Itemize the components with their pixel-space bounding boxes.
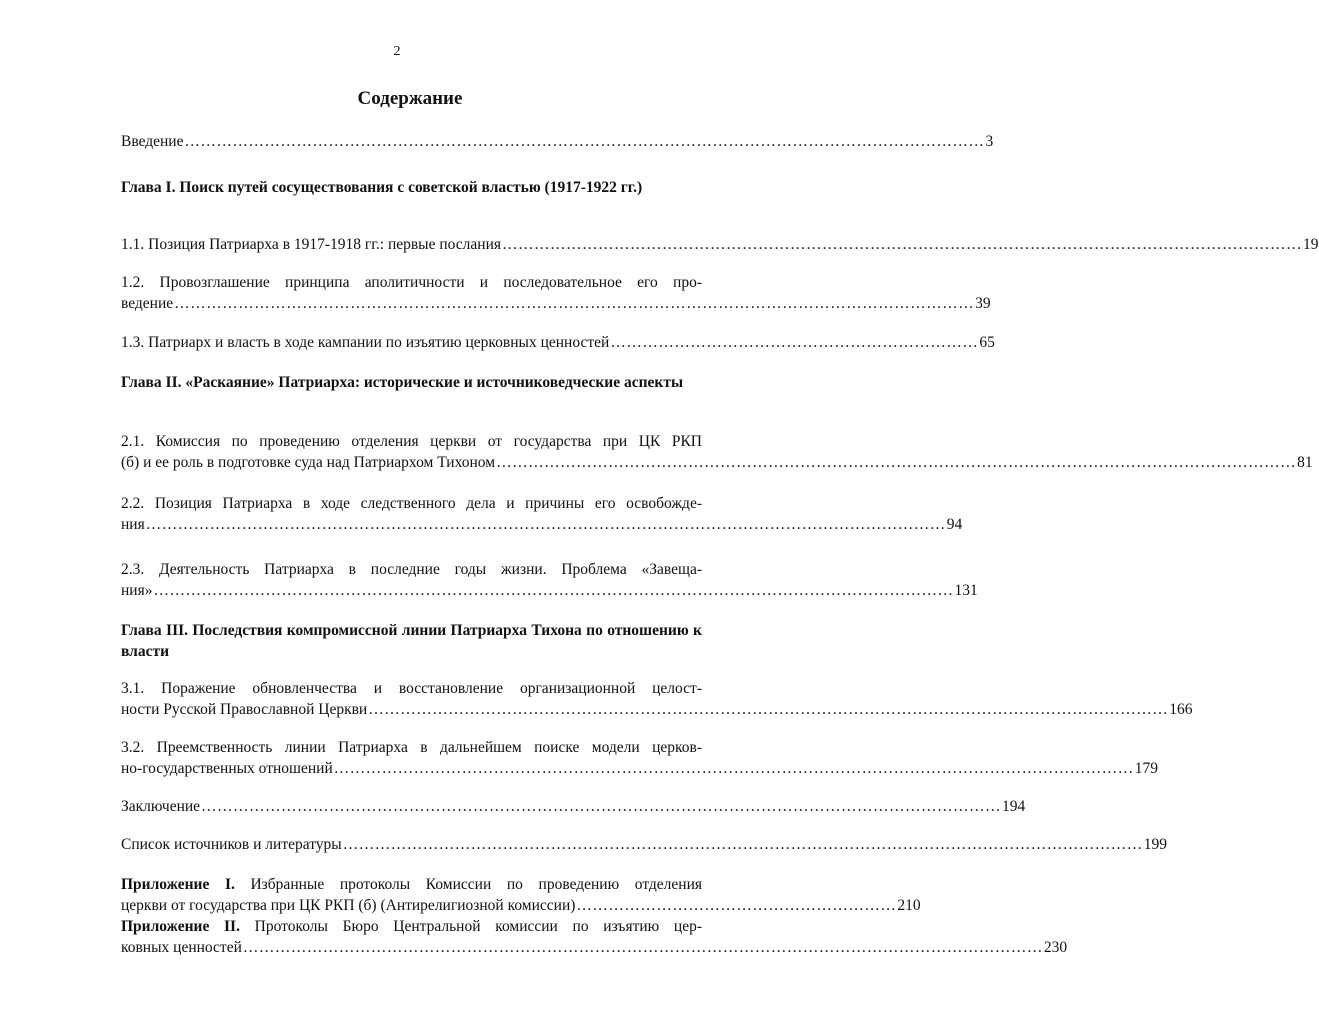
toc-appendix-1	[121, 874, 921, 916]
leader-dots: ……………………………………………………………………………………………………………………………………	[174, 295, 975, 312]
leader-dots: ……………………………………………………………………………………………………………………………………	[184, 133, 985, 150]
toc-entry-text: Введение	[121, 133, 184, 150]
toc-entry-line: 1.2. Провозглашение принципа аполитичности и последовательное его про-	[121, 274, 702, 291]
toc-entry-text: ности Русской Православной Церкви	[121, 701, 368, 718]
leader-dots: ……………………………………………………………………………………………………………………………………	[496, 454, 1297, 471]
toc-entry-2-1	[121, 431, 1313, 473]
toc-entry-line: 2.3. Деятельность Патриарха в последние годы жизни. Проблема «Завеща-	[121, 561, 702, 578]
toc-chapter-1: Глава I. Поиск путей сосуществования с советской властью (1917-1922 гг.)	[121, 179, 643, 196]
leader-dots: ……………………………………………………………………………………………………………………………………	[145, 516, 946, 533]
toc-entry-line	[121, 916, 702, 937]
toc-entry-text: (б) и ее роль в подготовке суда над Патриархом Тихоном	[121, 454, 496, 471]
toc-entry-line: 3.2. Преемственность линии Патриарха в дальнейшем поиске модели церков-	[121, 739, 702, 756]
leader-dots: ……………………………………………………………	[610, 334, 979, 351]
toc-entry-text: но-государственных отношений	[121, 760, 333, 777]
toc-chapter-2: Глава II. «Раскаяние» Патриарха: исторические и источниковедческие аспекты	[121, 374, 684, 391]
leader-dots: ……………………………………………………………………………………………………………………………………	[333, 760, 1134, 777]
toc-chapter-3: Глава III. Последствия компромиссной линии Патриарха Тихона по отношению к власти	[121, 622, 702, 660]
toc-entry-line	[121, 874, 702, 895]
page-title: Содержание	[357, 88, 463, 109]
toc-entry-1-1	[121, 234, 1319, 255]
toc-entry-text: 1.1. Позиция Патриарха в 1917-1918 гг.: первые послания	[121, 236, 501, 253]
appendix-text: Протоколы Бюро Центральной комиссии по изъятию цер-	[254, 918, 702, 935]
toc-entry-text: ведение	[121, 295, 174, 312]
toc-entry-text: ковных ценностей	[121, 939, 242, 956]
toc-entry-1-2	[121, 272, 991, 314]
toc-entry-page: 166	[1169, 701, 1193, 718]
toc-entry-page: 131	[954, 582, 978, 599]
toc-entry-intro	[121, 131, 994, 152]
toc-entry-line: 3.1. Поражение обновленчества и восстановление организационной целост-	[121, 680, 702, 697]
toc-entry-sources	[121, 834, 1167, 855]
leader-dots: ……………………………………………………………………………………………………………………………………	[242, 939, 1043, 956]
toc-entry-2-3	[121, 559, 978, 601]
leader-dots: ……………………………………………………………………………………………………………………………………	[201, 798, 1002, 815]
leader-dots: ……………………………………………………………………………………………………………………………………	[342, 836, 1143, 853]
appendix-label: Приложение I.	[121, 876, 235, 893]
toc-entry-page: 81	[1297, 454, 1313, 471]
toc-entry-text: ния»	[121, 582, 153, 599]
toc-entry-page: 39	[975, 295, 991, 312]
toc-entry-3-1	[121, 678, 1193, 720]
toc-entry-text: Список источников и литературы	[121, 836, 342, 853]
toc-entry-page: 230	[1043, 939, 1068, 956]
toc-entry-text: ния	[121, 516, 145, 533]
leader-dots: ……………………………………………………………………………………………………………………………………	[153, 582, 954, 599]
toc-entry-page: 94	[946, 516, 963, 533]
appendix-text: Избранные протоколы Комиссии по проведению отделения	[250, 876, 703, 893]
toc-entry-line: 2.2. Позиция Патриарха в ходе следственного дела и причины его освобожде-	[121, 495, 702, 512]
toc-entry-page: 65	[979, 334, 995, 351]
toc-appendix-2	[121, 916, 1068, 958]
leader-dots: ……………………………………………………………………………………………………………………………………	[502, 236, 1302, 253]
toc-entry-page: 19	[1303, 236, 1319, 253]
appendix-label: Приложение II.	[121, 918, 240, 935]
toc-entry-conclusion	[121, 796, 1026, 817]
toc-entry-page: 194	[1002, 798, 1026, 815]
page-number: 2	[393, 44, 401, 59]
toc-entry-page: 3	[985, 133, 994, 150]
toc-entry-1-3	[121, 332, 995, 353]
toc-entry-text: Заключение	[121, 798, 201, 815]
leader-dots: ……………………………………………………………………………………………………………………………………	[368, 701, 1169, 718]
toc-entry-line: 2.1. Комиссия по проведению отделения церкви от государства при ЦК РКП	[121, 433, 702, 450]
toc-entry-2-2	[121, 493, 963, 535]
toc-entry-text: 1.3. Патриарх и власть в ходе кампании по изъятию церковных ценностей	[121, 334, 610, 351]
toc-entry-page: 179	[1134, 760, 1158, 777]
toc-entry-text: церкви от государства при ЦК РКП (б) (Антирелигиозной комиссии)	[121, 897, 576, 914]
toc-entry-page: 210	[897, 897, 921, 914]
leader-dots: ……………………………………………………	[576, 897, 897, 914]
toc-entry-page: 199	[1143, 836, 1167, 853]
toc-entry-3-2	[121, 737, 1158, 779]
